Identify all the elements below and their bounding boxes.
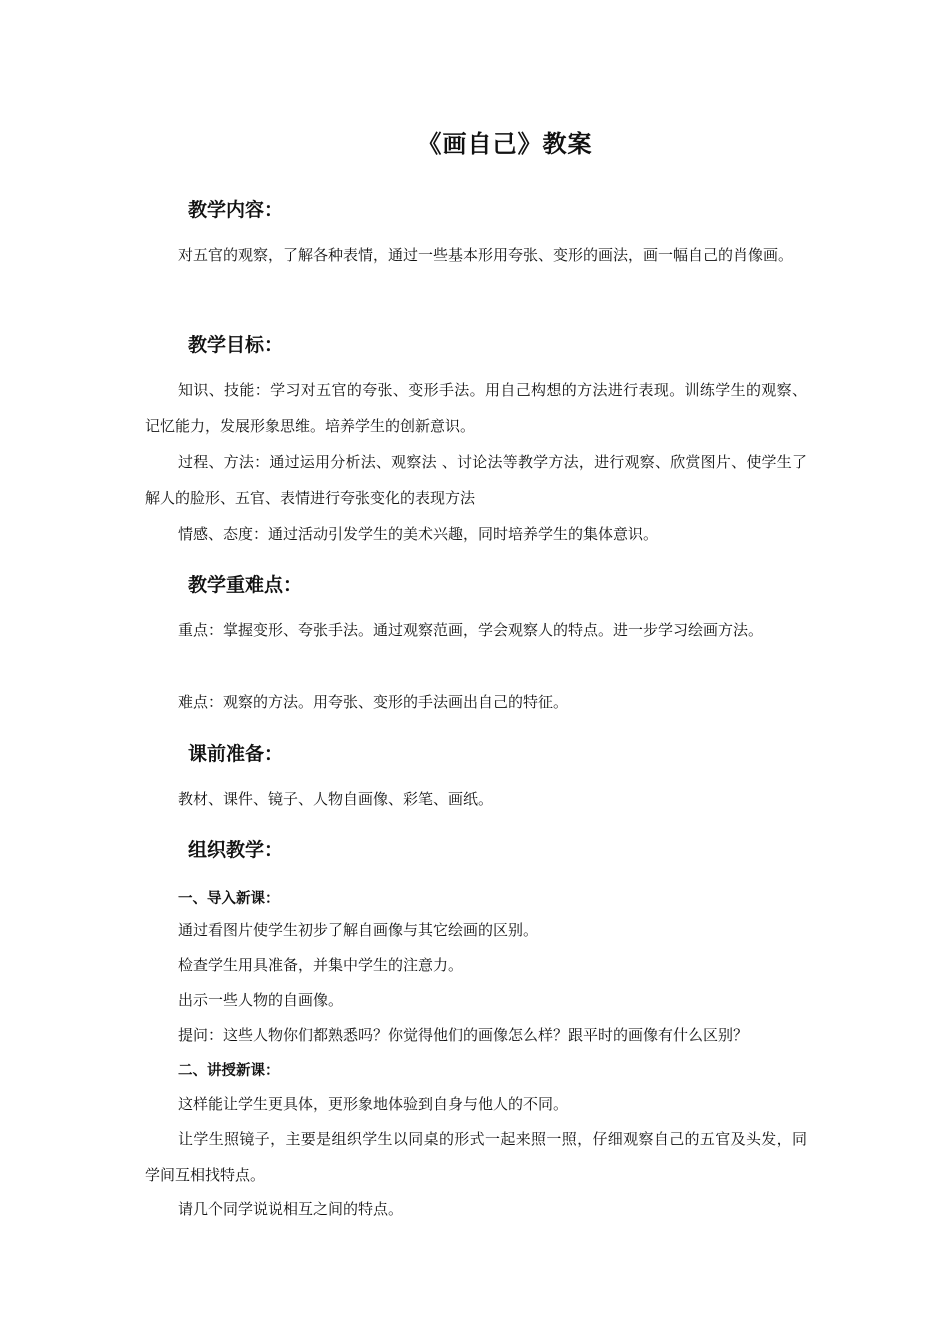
paragraph-key-point: 重点：掌握变形、夸张手法。通过观察范画，学会观察人的特点。进一步学习绘画方法。 [178, 621, 764, 639]
lesson-line: 请几个同学说说相互之间的特点。 [178, 1200, 404, 1218]
heading-key-points: 教学重难点： [188, 574, 303, 596]
subheading-new-lesson: 二、讲授新课： [178, 1063, 280, 1079]
intro-line: 出示一些人物的自画像。 [178, 991, 344, 1009]
paragraph-teaching-content: 对五官的观察，了解各种表情，通过一些基本形用夸张、变形的画法，画一幅自己的肖像画。 [178, 246, 794, 264]
intro-line: 提问：这些人物你们都熟悉吗？你觉得他们的画像怎么样？跟平时的画像有什么区别？ [178, 1026, 749, 1044]
heading-organize-teaching: 组织教学： [188, 839, 284, 861]
intro-line: 通过看图片使学生初步了解自画像与其它绘画的区别。 [178, 921, 539, 939]
paragraph-preparation: 教材、课件、镜子、人物自画像、彩笔、画纸。 [178, 790, 494, 808]
paragraph-goals-knowledge: 知识、技能：学习对五官的夸张、变形手法。用自己构想的方法进行表现。训练学生的观察、记忆能力，发展形象思维。培养学生的创新意识。 [145, 381, 807, 435]
paragraph-mirror-activity: 让学生照镜子，主要是组织学生以同桌的形式一起来照一照，仔细观察自己的五官及头发，同学间互相找特点。 [145, 1130, 807, 1184]
document-title: 《画自己》教案 [417, 130, 593, 158]
heading-teaching-goals: 教学目标： [188, 334, 284, 356]
lesson-line: 这样能让学生更具体，更形象地体验到自身与他人的不同。 [178, 1095, 569, 1113]
paragraph-difficulty: 难点：观察的方法。用夸张、变形的手法画出自己的特征。 [178, 693, 569, 711]
subheading-introduction: 一、导入新课： [178, 891, 280, 907]
paragraph-goals-process: 过程、方法：通过运用分析法、观察法 、讨论法等教学方法，进行观察、欣赏图片、使学生了解人的脸形、五官、表情进行夸张变化的表现方法 [145, 453, 807, 507]
intro-line: 检查学生用具准备，并集中学生的注意力。 [178, 956, 464, 974]
heading-teaching-content: 教学内容： [188, 199, 284, 221]
paragraph-goals-emotion: 情感、态度：通过活动引发学生的美术兴趣，同时培养学生的集体意识。 [178, 525, 659, 543]
heading-preparation: 课前准备： [188, 743, 284, 765]
